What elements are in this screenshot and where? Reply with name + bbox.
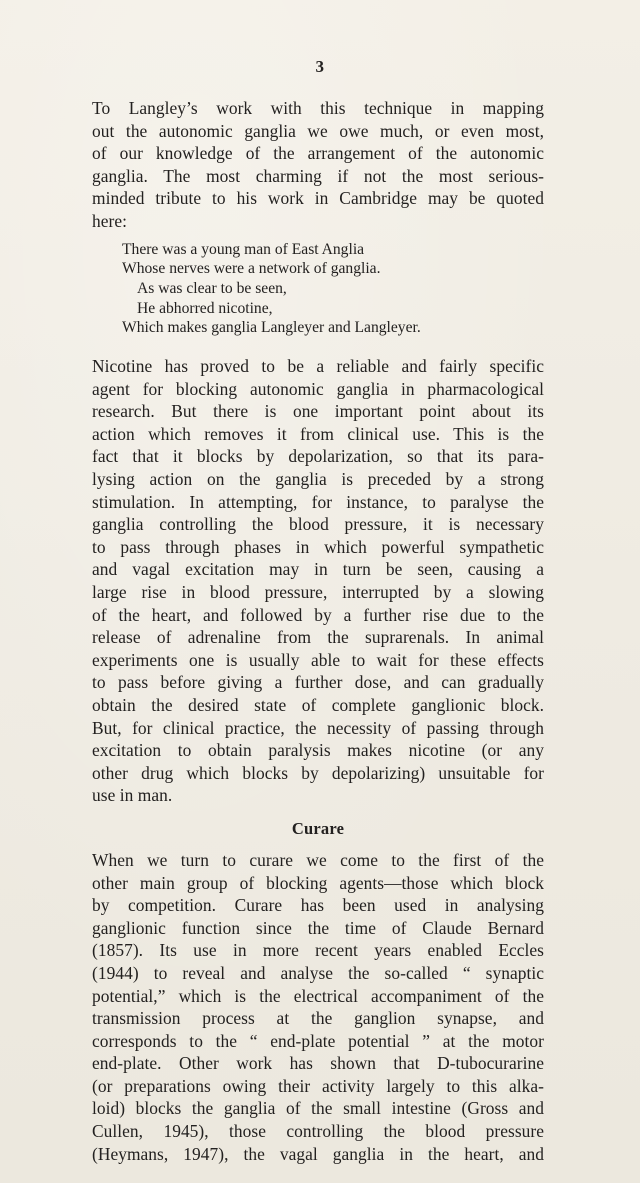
text-line: experiments one is usually able to wait for these effects	[92, 649, 544, 670]
limerick-verse	[122, 240, 544, 339]
paragraph-nicotine	[92, 355, 544, 807]
text-line: to pass before giving a further dose, and can gradually	[92, 672, 544, 693]
text-line: of the heart, and followed by a further rise due to the	[92, 604, 544, 625]
text-line: (1857). Its use in more recent years enabled Eccles	[92, 940, 544, 961]
verse-line: There was a young man of East Anglia	[122, 240, 365, 258]
text-line: potential,” which is the electrical accompaniment of the	[92, 985, 544, 1006]
text-line: fact that it blocks by depolarization, so that its para-	[92, 446, 544, 467]
text-line: large rise in blood pressure, interrupted by a slowing	[92, 582, 544, 603]
verse-line: Which makes ganglia Langleyer and Langleyer.	[122, 319, 421, 337]
paragraph-curare	[92, 849, 544, 1165]
text-line: ganglionic function since the time of Claude Bernard	[92, 917, 544, 938]
text-line: research. But there is one important point about its	[92, 401, 544, 422]
text-line: out the autonomic ganglia we owe much, or even most,	[92, 120, 544, 141]
text-line: Cullen, 1945), those controlling the blood pressure	[92, 1121, 544, 1142]
text-line: But, for clinical practice, the necessity of passing through	[92, 717, 544, 738]
text-line: Nicotine has proved to be a reliable and fairly specific	[92, 356, 544, 377]
text-line: end-plate. Other work has shown that D-tubocurarine	[92, 1053, 544, 1074]
text-line: loid) blocks the ganglia of the small intestine (Gross and	[92, 1098, 544, 1119]
text-line: here:	[92, 210, 128, 231]
text-line: action which removes it from clinical use. This is the	[92, 423, 544, 444]
page-body	[92, 97, 544, 1165]
text-line: (1944) to reveal and analyse the so-called “ synaptic	[92, 962, 544, 983]
text-line: corresponds to the “ end-plate potential ” at the motor	[92, 1030, 544, 1051]
verse-line: Whose nerves were a network of ganglia.	[122, 260, 381, 278]
text-line: by competition. Curare has been used in analysing	[92, 895, 544, 916]
text-line: other main group of blocking agents—those which block	[92, 872, 544, 893]
text-line: agent for blocking autonomic ganglia in pharmacological	[92, 378, 544, 399]
text-line: lysing action on the ganglia is preceded by a strong	[92, 469, 544, 490]
text-line: To Langley’s work with this technique in mapping	[92, 98, 544, 118]
text-line: (or preparations owing their activity largely to this alka-	[92, 1075, 544, 1096]
text-line: obtain the desired state of complete ganglionic block.	[92, 694, 544, 715]
text-line: (Heymans, 1947), the vagal ganglia in the heart, and	[92, 1143, 544, 1164]
text-line: of our knowledge of the arrangement of the autonomic	[92, 143, 544, 164]
verse-line: As was clear to be seen,	[137, 279, 287, 297]
text-line: release of adrenaline from the suprarenals. In animal	[92, 627, 544, 648]
text-line: transmission process at the ganglion synapse, and	[92, 1008, 544, 1029]
text-line: ganglia controlling the blood pressure, it is necessary	[92, 514, 544, 535]
text-line: When we turn to curare we come to the first of the	[92, 849, 544, 870]
page-number: 3	[315, 57, 325, 76]
section-heading-curare: Curare	[291, 818, 345, 838]
text-line: ganglia. The most charming if not the most serious-	[92, 165, 544, 186]
text-line: other drug which blocks by depolarizing) unsuitable for	[92, 762, 544, 783]
text-line: use in man.	[92, 785, 173, 806]
text-line: to pass through phases in which powerful sympathetic	[92, 536, 544, 557]
verse-line: He abhorred nicotine,	[137, 299, 273, 317]
text-line: stimulation. In attempting, for instance, to paralyse the	[92, 491, 544, 512]
paragraph-langley-intro	[92, 97, 544, 233]
text-line: and vagal excitation may in turn be seen, causing a	[92, 559, 544, 580]
text-line: minded tribute to his work in Cambridge may be quoted	[92, 188, 544, 209]
text-line: excitation to obtain paralysis makes nicotine (or any	[92, 740, 544, 761]
